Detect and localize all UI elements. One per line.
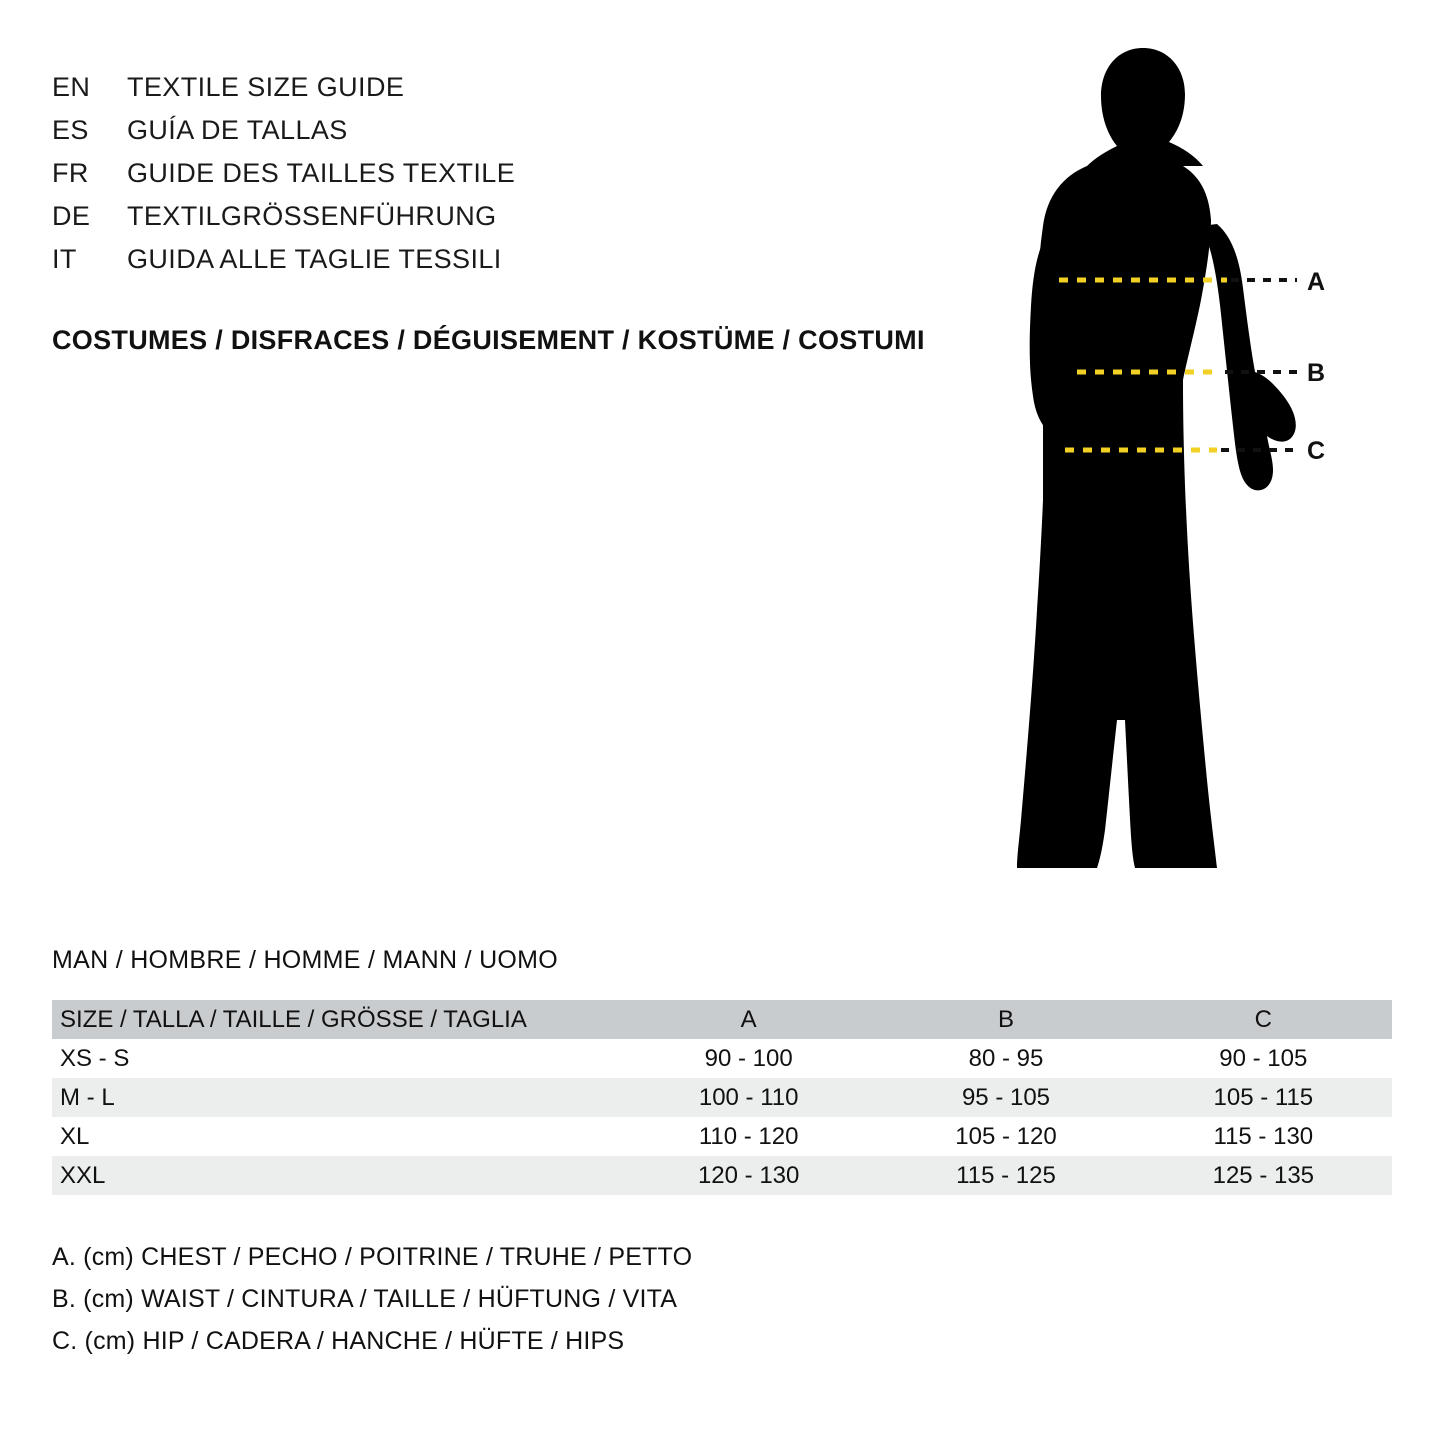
language-code: ES — [52, 115, 89, 145]
table-header-row — [52, 1000, 1392, 1039]
table-caption: MAN / HOMBRE / HOMME / MANN / UOMO — [52, 946, 559, 974]
table-header — [52, 1000, 1392, 1039]
cell-size: XL — [60, 1122, 90, 1150]
language-row — [52, 72, 952, 115]
cell-size: XS - S — [60, 1044, 130, 1072]
cell-c: 90 - 105 — [1219, 1044, 1308, 1072]
legend-item-c: C. (cm) HIP / CADERA / HANCHE / HÜFTE / HIPS — [52, 1327, 625, 1355]
cell-c: 125 - 135 — [1212, 1161, 1315, 1189]
cell-b: 80 - 95 — [968, 1044, 1044, 1072]
language-row — [52, 244, 952, 287]
language-title: GUIDA ALLE TAGLIE TESSILI — [127, 244, 502, 274]
legend-item-a: A. (cm) CHEST / PECHO / POITRINE / TRUHE / PETTO — [52, 1243, 693, 1271]
table-row — [52, 1078, 1392, 1117]
language-row — [52, 158, 952, 201]
language-code: EN — [52, 72, 91, 102]
cell-b: 95 - 105 — [961, 1083, 1051, 1111]
language-title: TEXTILE SIZE GUIDE — [127, 72, 405, 102]
table-row — [52, 1039, 1392, 1078]
cell-c: 105 - 115 — [1213, 1083, 1314, 1111]
table-body — [52, 1039, 1392, 1195]
language-row — [52, 115, 952, 158]
cell-b: 115 - 125 — [956, 1161, 1056, 1189]
figure-illustration — [955, 30, 1375, 900]
cell-a: 120 - 130 — [697, 1161, 800, 1189]
marker-label-b: B — [1307, 359, 1326, 387]
language-code: IT — [52, 244, 77, 274]
language-row — [52, 201, 952, 244]
language-code: DE — [52, 201, 91, 231]
marker-label-c: C — [1307, 437, 1326, 465]
table-row — [52, 1156, 1392, 1195]
cell-c: 115 - 130 — [1213, 1122, 1314, 1150]
cell-a: 90 - 100 — [704, 1044, 793, 1072]
cell-a: 110 - 120 — [698, 1122, 799, 1150]
cell-size: XXL — [60, 1161, 106, 1189]
column-header-c: C — [1254, 1005, 1272, 1033]
language-code: FR — [52, 158, 89, 188]
cell-b: 105 - 120 — [955, 1122, 1057, 1150]
column-header-size: SIZE / TALLA / TAILLE / GRÖSSE / TAGLIA — [60, 1005, 527, 1033]
language-list — [52, 72, 952, 287]
language-title: TEXTILGRÖSSENFÜHRUNG — [127, 201, 497, 231]
legend-item-b: B. (cm) WAIST / CINTURA / TAILLE / HÜFTUNG / VITA — [52, 1285, 678, 1313]
costumes-subtitle: COSTUMES / DISFRACES / DÉGUISEMENT / KOSTÜME / COSTUMI — [52, 325, 925, 355]
cell-a: 100 - 110 — [698, 1083, 799, 1111]
language-title: GUIDE DES TAILLES TEXTILE — [127, 158, 516, 188]
column-header-b: B — [997, 1005, 1014, 1033]
measurement-legend — [52, 1243, 692, 1369]
cell-size: M - L — [60, 1083, 115, 1111]
marker-label-a: A — [1307, 268, 1326, 296]
language-title: GUÍA DE TALLAS — [127, 115, 348, 145]
column-header-a: A — [740, 1005, 757, 1033]
table-row — [52, 1117, 1392, 1156]
size-table — [52, 1000, 1392, 1195]
